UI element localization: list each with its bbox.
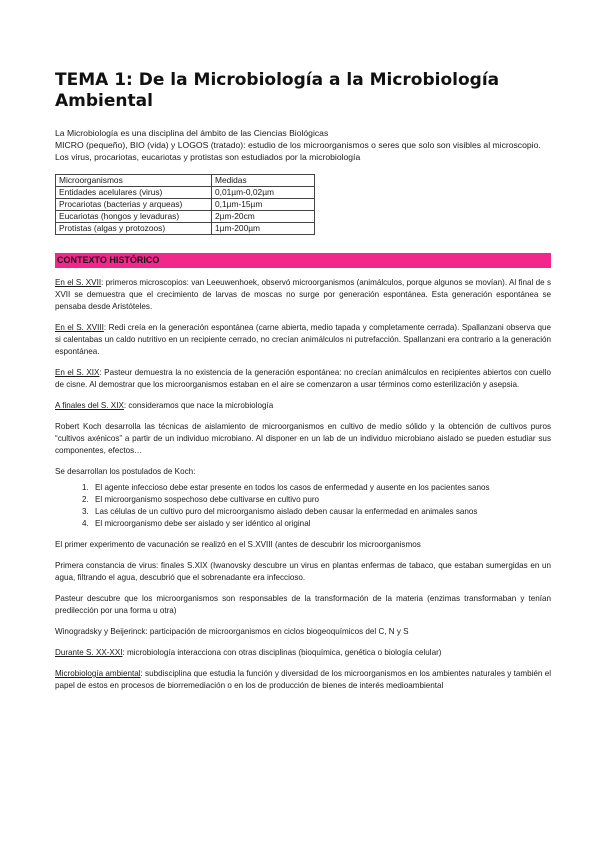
table-header: Medidas <box>212 175 315 187</box>
table-cell: 0,1µm-15µm <box>212 199 315 211</box>
list-item: 3. Las células de un cultivo puro del microorganismo aislado deben causar la enfermedad en animales sanos <box>91 506 551 518</box>
paragraph <box>55 668 551 692</box>
paragraph <box>55 277 551 313</box>
table-cell: 1µm-200µm <box>212 223 315 235</box>
paragraph <box>55 647 551 659</box>
table-row <box>56 199 315 211</box>
table-row <box>56 187 315 199</box>
list-item: 4. El microorganismo debe ser aislado y ser idéntico al original <box>91 518 551 530</box>
paragraph: Primera constancia de virus: finales S.XIX (Iwanovsky descubre un virus en plantas enfermas de tabaco, que estaban sumergidas en un agua, filtrando el agua, descubrió que el sobrenadante era infeccioso. <box>55 561 551 582</box>
paragraph: El primer experimento de vacunación se realizó en el S.XVIII (antes de descubrir los microorganismos <box>55 540 421 549</box>
document-page <box>55 70 551 692</box>
table-cell: Eucariotas (hongos y levaduras) <box>56 211 212 223</box>
list-item: 2. El microorganismo sospechoso debe cultivarse en cultivo puro <box>91 494 551 506</box>
paragraph-lead: En el S. XIX <box>55 368 100 377</box>
section-heading: CONTEXTO HISTÓRICO <box>55 253 551 268</box>
list-item: 1. El agente infeccioso debe estar presente en todos los casos de enfermedad y ausente en los pacientes sanos <box>91 482 551 494</box>
table-cell: 2µm-20cm <box>212 211 315 223</box>
paragraph-text: : primeros microscopios: van Leeuwenhoek, observó microorganismos (animálculos, porque algunos se movían). Al final de s XVII se demuestra que el crecimiento de larvas de moscas no surge por generación espontánea. Esta generación espontánea se pensaba desde Aristóteles. <box>55 278 551 311</box>
paragraph <box>55 322 551 358</box>
microorganisms-table <box>55 174 315 235</box>
paragraph-lead: Durante S. XX-XXI <box>55 648 123 657</box>
koch-postulates-list <box>55 482 551 530</box>
paragraph-lead: A finales del S. XIX <box>55 401 124 410</box>
paragraph-text: : Pasteur demuestra la no existencia de la generación espontánea: no crecían animálculos en recipientes abiertos con cuello de cisne. Al demostrar que los microorganismos estaban en el aire se comenzaron a usar términos como esterilización y asepsia. <box>55 368 552 389</box>
paragraph-lead: Microbiología ambiental <box>55 669 141 678</box>
table-cell: 0,01µm-0,02µm <box>212 187 315 199</box>
paragraph-text: : Redi creía en la generación espontánea (carne abierta, medio tapada y completamente cerrada). Spallanzani observa que si calentabas un caldo nutritivo en un recipiente cerrado, no crecían animálculos ni putrefacción. Spallanzani era contrario a la generación espontánea. <box>55 323 551 356</box>
table-header-row <box>56 175 315 187</box>
page-title: TEMA 1: De la Microbiología a la Microbiología Ambiental <box>55 70 500 111</box>
paragraph-text: : microbiología interacciona con otras disciplinas (bioquímica, genética o biología celular) <box>122 648 442 657</box>
paragraph: Winogradsky y Beijerinck: participación de microorganismos en ciclos biogeoquímicos del C, N y S <box>55 627 409 636</box>
intro-line-2: MICRO (pequeño), BIO (vida) y LOGOS (tratado): estudio de los microorganismos o seres que solo son visibles al microscopio. Los virus, procariotas, eucariotas y protistas son estudiados por la microbiología <box>55 140 541 162</box>
history-content <box>55 277 551 692</box>
paragraph-lead: En el S. XVIII <box>55 323 104 332</box>
table-cell: Procariotas (bacterias y arqueas) <box>56 199 212 211</box>
table-header: Microorganismos <box>56 175 212 187</box>
table-row <box>56 211 315 223</box>
paragraph-text: : subdisciplina que estudia la función y diversidad de los microorganismos en los ambientes naturales y también el papel de estos en procesos de biorremediación o en los de producción de bienes de interés medioambiental <box>55 669 551 690</box>
paragraph: Robert Koch desarrolla las técnicas de aislamiento de microorganismos en cultivo de medio sólido y la obtención de cultivos puros “cultivos axénicos” a partir de un individuo microbiano. Al disponer en un lab de un individuo microbiano aislado se pueden estudiar sus componentes, efectos… <box>55 422 551 455</box>
paragraph <box>55 367 551 391</box>
table-cell: Protistas (algas y protozoos) <box>56 223 212 235</box>
table-row <box>56 223 315 235</box>
paragraph: Se desarrollan los postulados de Koch: <box>55 467 196 476</box>
table-cell: Entidades acelulares (virus) <box>56 187 212 199</box>
intro-line-1: La Microbiología es una disciplina del ámbito de las Ciencias Biológicas <box>55 128 329 138</box>
paragraph <box>55 400 551 412</box>
paragraph: Pasteur descubre que los microorganismos son responsables de la transformación de la materia (enzimas transformaban y tenían predilección por una forma u otra) <box>55 594 551 615</box>
paragraph-text: : consideramos que nace la microbiología <box>123 401 274 410</box>
paragraph-lead: En el S. XVII <box>55 278 102 287</box>
